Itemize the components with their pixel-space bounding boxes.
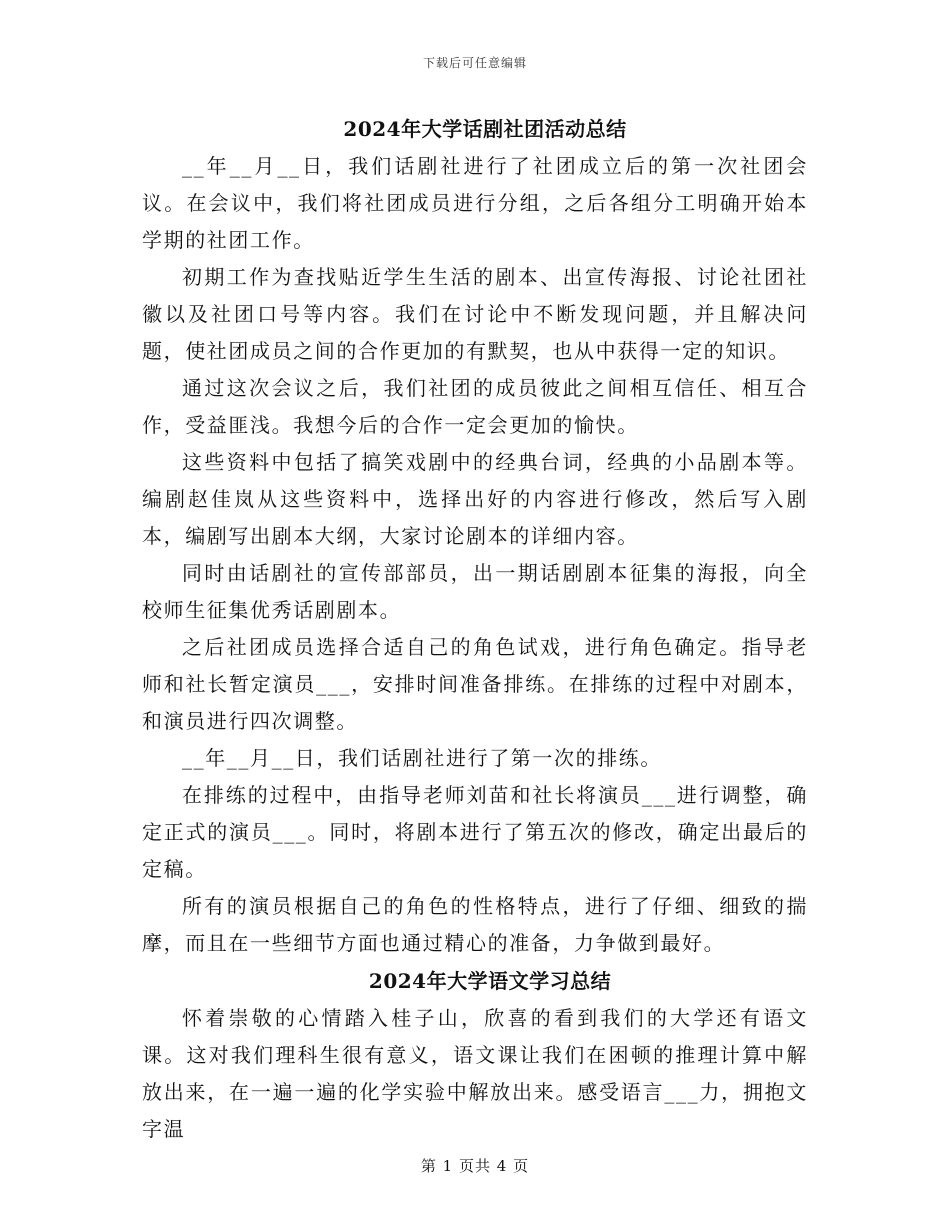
- section-title: 2024年大学语文学习总结: [368, 969, 612, 993]
- paragraph: 初期工作为查找贴近学生生活的剧本、出宣传海报、讨论社团社徽以及社团口号等内容。我们在讨论中不断发现问题，并且解决问题，使社团成员之间的合作更加的有默契，也从中获得一定的知识。: [142, 265, 808, 363]
- header-note: 下载后可任意编辑: [422, 56, 527, 70]
- paragraph: 怀着崇敬的心情踏入桂子山，欣喜的看到我们的大学还有语文课。这对我们理科生很有意义，语文课让我们在困顿的推理计算中解放出来，在一遍一遍的化学实验中解放出来。感受语言___力，拥抱文字温: [142, 1006, 808, 1141]
- paragraph: 之后社团成员选择合适自己的角色试戏，进行角色确定。指导老师和社长暂定演员___，安排时间准备排练。在排练的过程中对剧本，和演员进行四次调整。: [142, 635, 808, 733]
- paragraph: 同时由话剧社的宣传部部员，出一期话剧剧本征集的海报，向全校师生征集优秀话剧剧本。: [142, 561, 808, 622]
- document-title: 2024年大学话剧社团活动总结: [343, 117, 627, 141]
- paragraph: 在排练的过程中，由指导老师刘苗和社长将演员___进行调整，确定正式的演员___。同时，将剧本进行了第五次的修改，确定出最后的定稿。: [142, 783, 808, 881]
- paragraph: __年__月__日，我们话剧社进行了第一次的排练。: [182, 746, 662, 770]
- paragraph: __年__月__日，我们话剧社进行了社团成立后的第一次社团会议。在会议中，我们将社团成员进行分组，之后各组分工明确开始本学期的社团工作。: [142, 154, 808, 252]
- page-number: 第 1 页共 4 页: [420, 1157, 530, 1175]
- paragraph: 通过这次会议之后，我们社团的成员彼此之间相互信任、相互合作，受益匪浅。我想今后的合作一定会更加的愉快。: [142, 376, 808, 437]
- document-body: [142, 110, 808, 1148]
- paragraph: 这些资料中包括了搞笑戏剧中的经典台词，经典的小品剧本等。编剧赵佳岚从这些资料中，选择出好的内容进行修改，然后写入剧本，编剧写出剧本大纲，大家讨论剧本的详细内容。: [142, 450, 808, 548]
- paragraph: 所有的演员根据自己的角色的性格特点，进行了仔细、细致的揣摩，而且在一些细节方面也通过精心的准备，力争做到最好。: [142, 894, 808, 955]
